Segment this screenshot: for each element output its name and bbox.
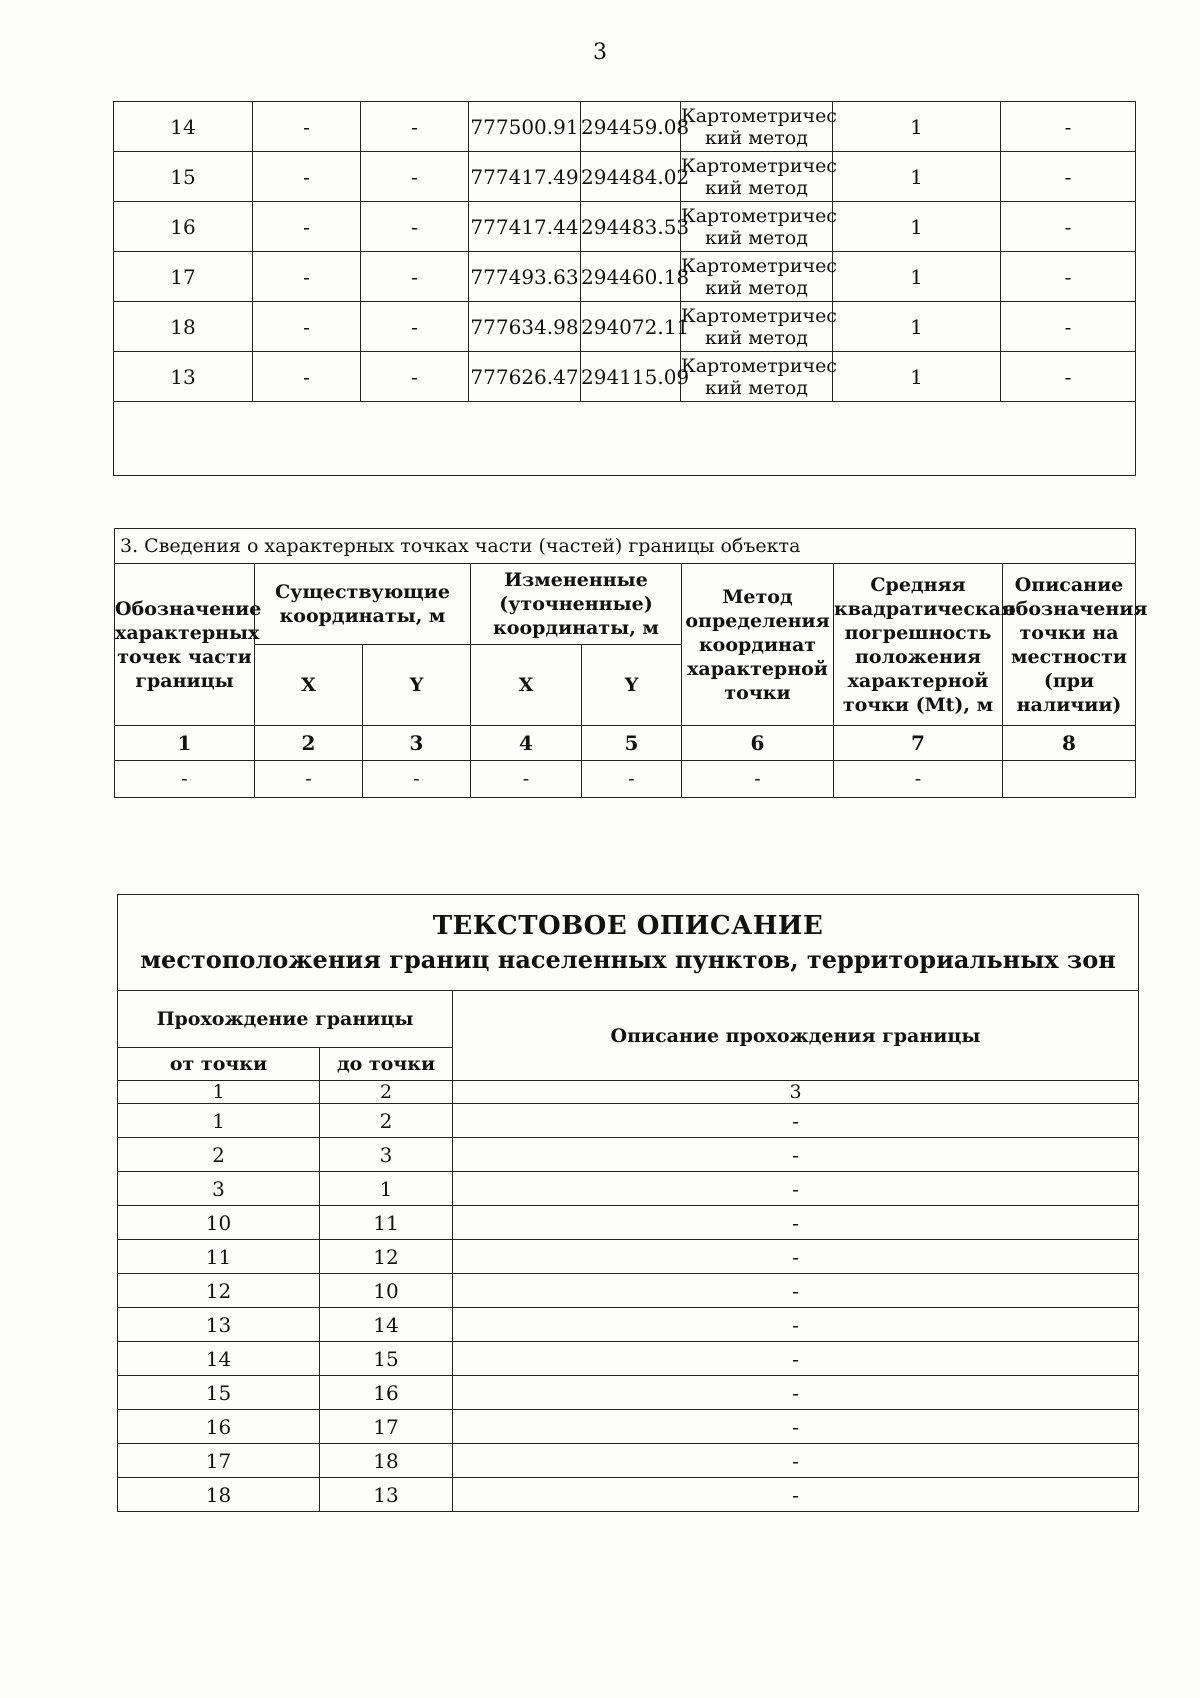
point-number: 16 xyxy=(114,202,253,252)
table-row xyxy=(118,1206,1139,1240)
table-row xyxy=(114,202,1136,252)
passage-description: - xyxy=(453,1104,1139,1138)
table-cell: - xyxy=(1001,252,1136,302)
table-row xyxy=(118,1342,1139,1376)
to-point: 1 xyxy=(320,1172,453,1206)
method-cell: Картометричес кий метод xyxy=(681,102,833,152)
column-number: 3 xyxy=(363,726,471,761)
header-existing-coords: Существующие координаты, м xyxy=(255,564,471,645)
from-point: 2 xyxy=(118,1138,320,1172)
header-x-existing: X xyxy=(255,645,363,726)
table-row xyxy=(114,102,1136,152)
x-coordinate: 777626.47 xyxy=(469,352,581,402)
page-number: 3 xyxy=(593,40,607,65)
header-changed-coords: Измененные (уточненные) координаты, м xyxy=(471,564,682,645)
table-cell xyxy=(1003,761,1136,798)
from-point: 1 xyxy=(118,1104,320,1138)
x-coordinate: 777634.98 xyxy=(469,302,581,352)
column-number: 1 xyxy=(115,726,255,761)
column-number: 6 xyxy=(682,726,834,761)
header-passage-description: Описание прохождения границы xyxy=(453,991,1139,1081)
header-designation: Обозначение характерных точек части границы xyxy=(115,564,255,726)
point-number: 15 xyxy=(114,152,253,202)
to-point: 13 xyxy=(320,1478,453,1512)
x-coordinate: 777417.49 xyxy=(469,152,581,202)
column-number: 4 xyxy=(471,726,582,761)
y-coordinate: 294072.11 xyxy=(581,302,681,352)
column-index: 1 xyxy=(118,1081,320,1104)
y-coordinate: 294483.53 xyxy=(581,202,681,252)
mt-value: 1 xyxy=(833,102,1001,152)
to-point: 17 xyxy=(320,1410,453,1444)
column-index: 2 xyxy=(320,1081,453,1104)
table-row xyxy=(118,1478,1139,1512)
table-row xyxy=(118,1376,1139,1410)
from-point: 14 xyxy=(118,1342,320,1376)
method-cell: Картометричес кий метод xyxy=(681,202,833,252)
method-cell: Картометричес кий метод xyxy=(681,152,833,202)
from-point: 15 xyxy=(118,1376,320,1410)
mt-value: 1 xyxy=(833,152,1001,202)
table-row xyxy=(118,1308,1139,1342)
table-cell: - xyxy=(253,202,361,252)
table-cell: - xyxy=(363,761,471,798)
table-cell: - xyxy=(361,252,469,302)
table-row xyxy=(118,1240,1139,1274)
mt-value: 1 xyxy=(833,352,1001,402)
mt-value: 1 xyxy=(833,202,1001,252)
passage-description: - xyxy=(453,1444,1139,1478)
header-method: Метод определения координат характерной точки xyxy=(682,564,834,726)
x-coordinate: 777500.91 xyxy=(469,102,581,152)
to-point: 11 xyxy=(320,1206,453,1240)
point-number: 17 xyxy=(114,252,253,302)
table-row xyxy=(114,152,1136,202)
mt-value: 1 xyxy=(833,302,1001,352)
method-cell: Картометричес кий метод xyxy=(681,302,833,352)
passage-description: - xyxy=(453,1376,1139,1410)
from-point: 3 xyxy=(118,1172,320,1206)
from-point: 11 xyxy=(118,1240,320,1274)
text-description-table xyxy=(117,894,1139,1512)
header-boundary-passage: Прохождение границы xyxy=(118,991,453,1048)
from-point: 13 xyxy=(118,1308,320,1342)
passage-description: - xyxy=(453,1274,1139,1308)
from-point: 12 xyxy=(118,1274,320,1308)
to-point: 3 xyxy=(320,1138,453,1172)
header-mt: Средняя квадратическая погрешность положения характерной точки (Mt), м xyxy=(834,564,1003,726)
section-title: 3. Сведения о характерных точках части (частей) границы объекта xyxy=(115,529,1136,564)
header-x-changed: X xyxy=(471,645,582,726)
header-from-point: от точки xyxy=(118,1048,320,1081)
column-number: 7 xyxy=(834,726,1003,761)
header-y-existing: Y xyxy=(363,645,471,726)
table-cell: - xyxy=(253,302,361,352)
point-number: 18 xyxy=(114,302,253,352)
table-row xyxy=(118,1444,1139,1478)
coordinates-table-continued xyxy=(113,101,1136,476)
x-coordinate: 777417.44 xyxy=(469,202,581,252)
table-cell: - xyxy=(1001,302,1136,352)
part-boundary-points-table xyxy=(114,528,1148,798)
passage-description: - xyxy=(453,1410,1139,1444)
y-coordinate: 294459.08 xyxy=(581,102,681,152)
text-description-heading xyxy=(118,895,1139,991)
passage-description: - xyxy=(453,1138,1139,1172)
from-point: 10 xyxy=(118,1206,320,1240)
table-cell: - xyxy=(361,352,469,402)
table-cell: - xyxy=(253,352,361,402)
table-cell: - xyxy=(361,302,469,352)
to-point: 14 xyxy=(320,1308,453,1342)
table-cell: - xyxy=(253,252,361,302)
from-point: 17 xyxy=(118,1444,320,1478)
table-cell: - xyxy=(115,761,255,798)
table-cell: - xyxy=(253,102,361,152)
from-point: 16 xyxy=(118,1410,320,1444)
passage-description: - xyxy=(453,1172,1139,1206)
table-row xyxy=(118,1274,1139,1308)
column-index: 3 xyxy=(453,1081,1139,1104)
passage-description: - xyxy=(453,1206,1139,1240)
table-row xyxy=(118,1410,1139,1444)
header-y-changed: Y xyxy=(582,645,682,726)
method-cell: Картометричес кий метод xyxy=(681,252,833,302)
table-cell: - xyxy=(1001,352,1136,402)
table-cell: - xyxy=(834,761,1003,798)
passage-description: - xyxy=(453,1478,1139,1512)
table-cell: - xyxy=(253,152,361,202)
column-number: 2 xyxy=(255,726,363,761)
table-cell: - xyxy=(1001,152,1136,202)
y-coordinate: 294115.09 xyxy=(581,352,681,402)
passage-description: - xyxy=(453,1308,1139,1342)
document-subtitle: местоположения границ населенных пунктов, территориальных зон xyxy=(140,945,1116,974)
column-number: 5 xyxy=(582,726,682,761)
to-point: 12 xyxy=(320,1240,453,1274)
table-cell: - xyxy=(1001,102,1136,152)
point-number: 13 xyxy=(114,352,253,402)
passage-description: - xyxy=(453,1342,1139,1376)
to-point: 10 xyxy=(320,1274,453,1308)
mt-value: 1 xyxy=(833,252,1001,302)
table-row xyxy=(118,1104,1139,1138)
document-title: ТЕКСТОВОЕ ОПИСАНИЕ xyxy=(432,911,824,941)
table-cell: - xyxy=(361,102,469,152)
from-point: 18 xyxy=(118,1478,320,1512)
x-coordinate: 777493.63 xyxy=(469,252,581,302)
table-row xyxy=(118,1172,1139,1206)
header-description: Описание обозначения точки на местности (при наличии) xyxy=(1003,564,1136,726)
table-row xyxy=(114,352,1136,402)
to-point: 16 xyxy=(320,1376,453,1410)
to-point: 2 xyxy=(320,1104,453,1138)
table-cell: - xyxy=(361,202,469,252)
passage-description: - xyxy=(453,1240,1139,1274)
column-number: 8 xyxy=(1003,726,1136,761)
table-cell: - xyxy=(582,761,682,798)
to-point: 18 xyxy=(320,1444,453,1478)
table-cell: - xyxy=(471,761,582,798)
table-cell: - xyxy=(1001,202,1136,252)
table-cell: - xyxy=(255,761,363,798)
y-coordinate: 294484.02 xyxy=(581,152,681,202)
header-to-point: до точки xyxy=(320,1048,453,1081)
empty-row xyxy=(114,402,1136,476)
point-number: 14 xyxy=(114,102,253,152)
to-point: 15 xyxy=(320,1342,453,1376)
y-coordinate: 294460.18 xyxy=(581,252,681,302)
table-row xyxy=(114,252,1136,302)
method-cell: Картометричес кий метод xyxy=(681,352,833,402)
table-cell: - xyxy=(682,761,834,798)
table-cell: - xyxy=(361,152,469,202)
table-row xyxy=(114,302,1136,352)
table-row xyxy=(118,1138,1139,1172)
